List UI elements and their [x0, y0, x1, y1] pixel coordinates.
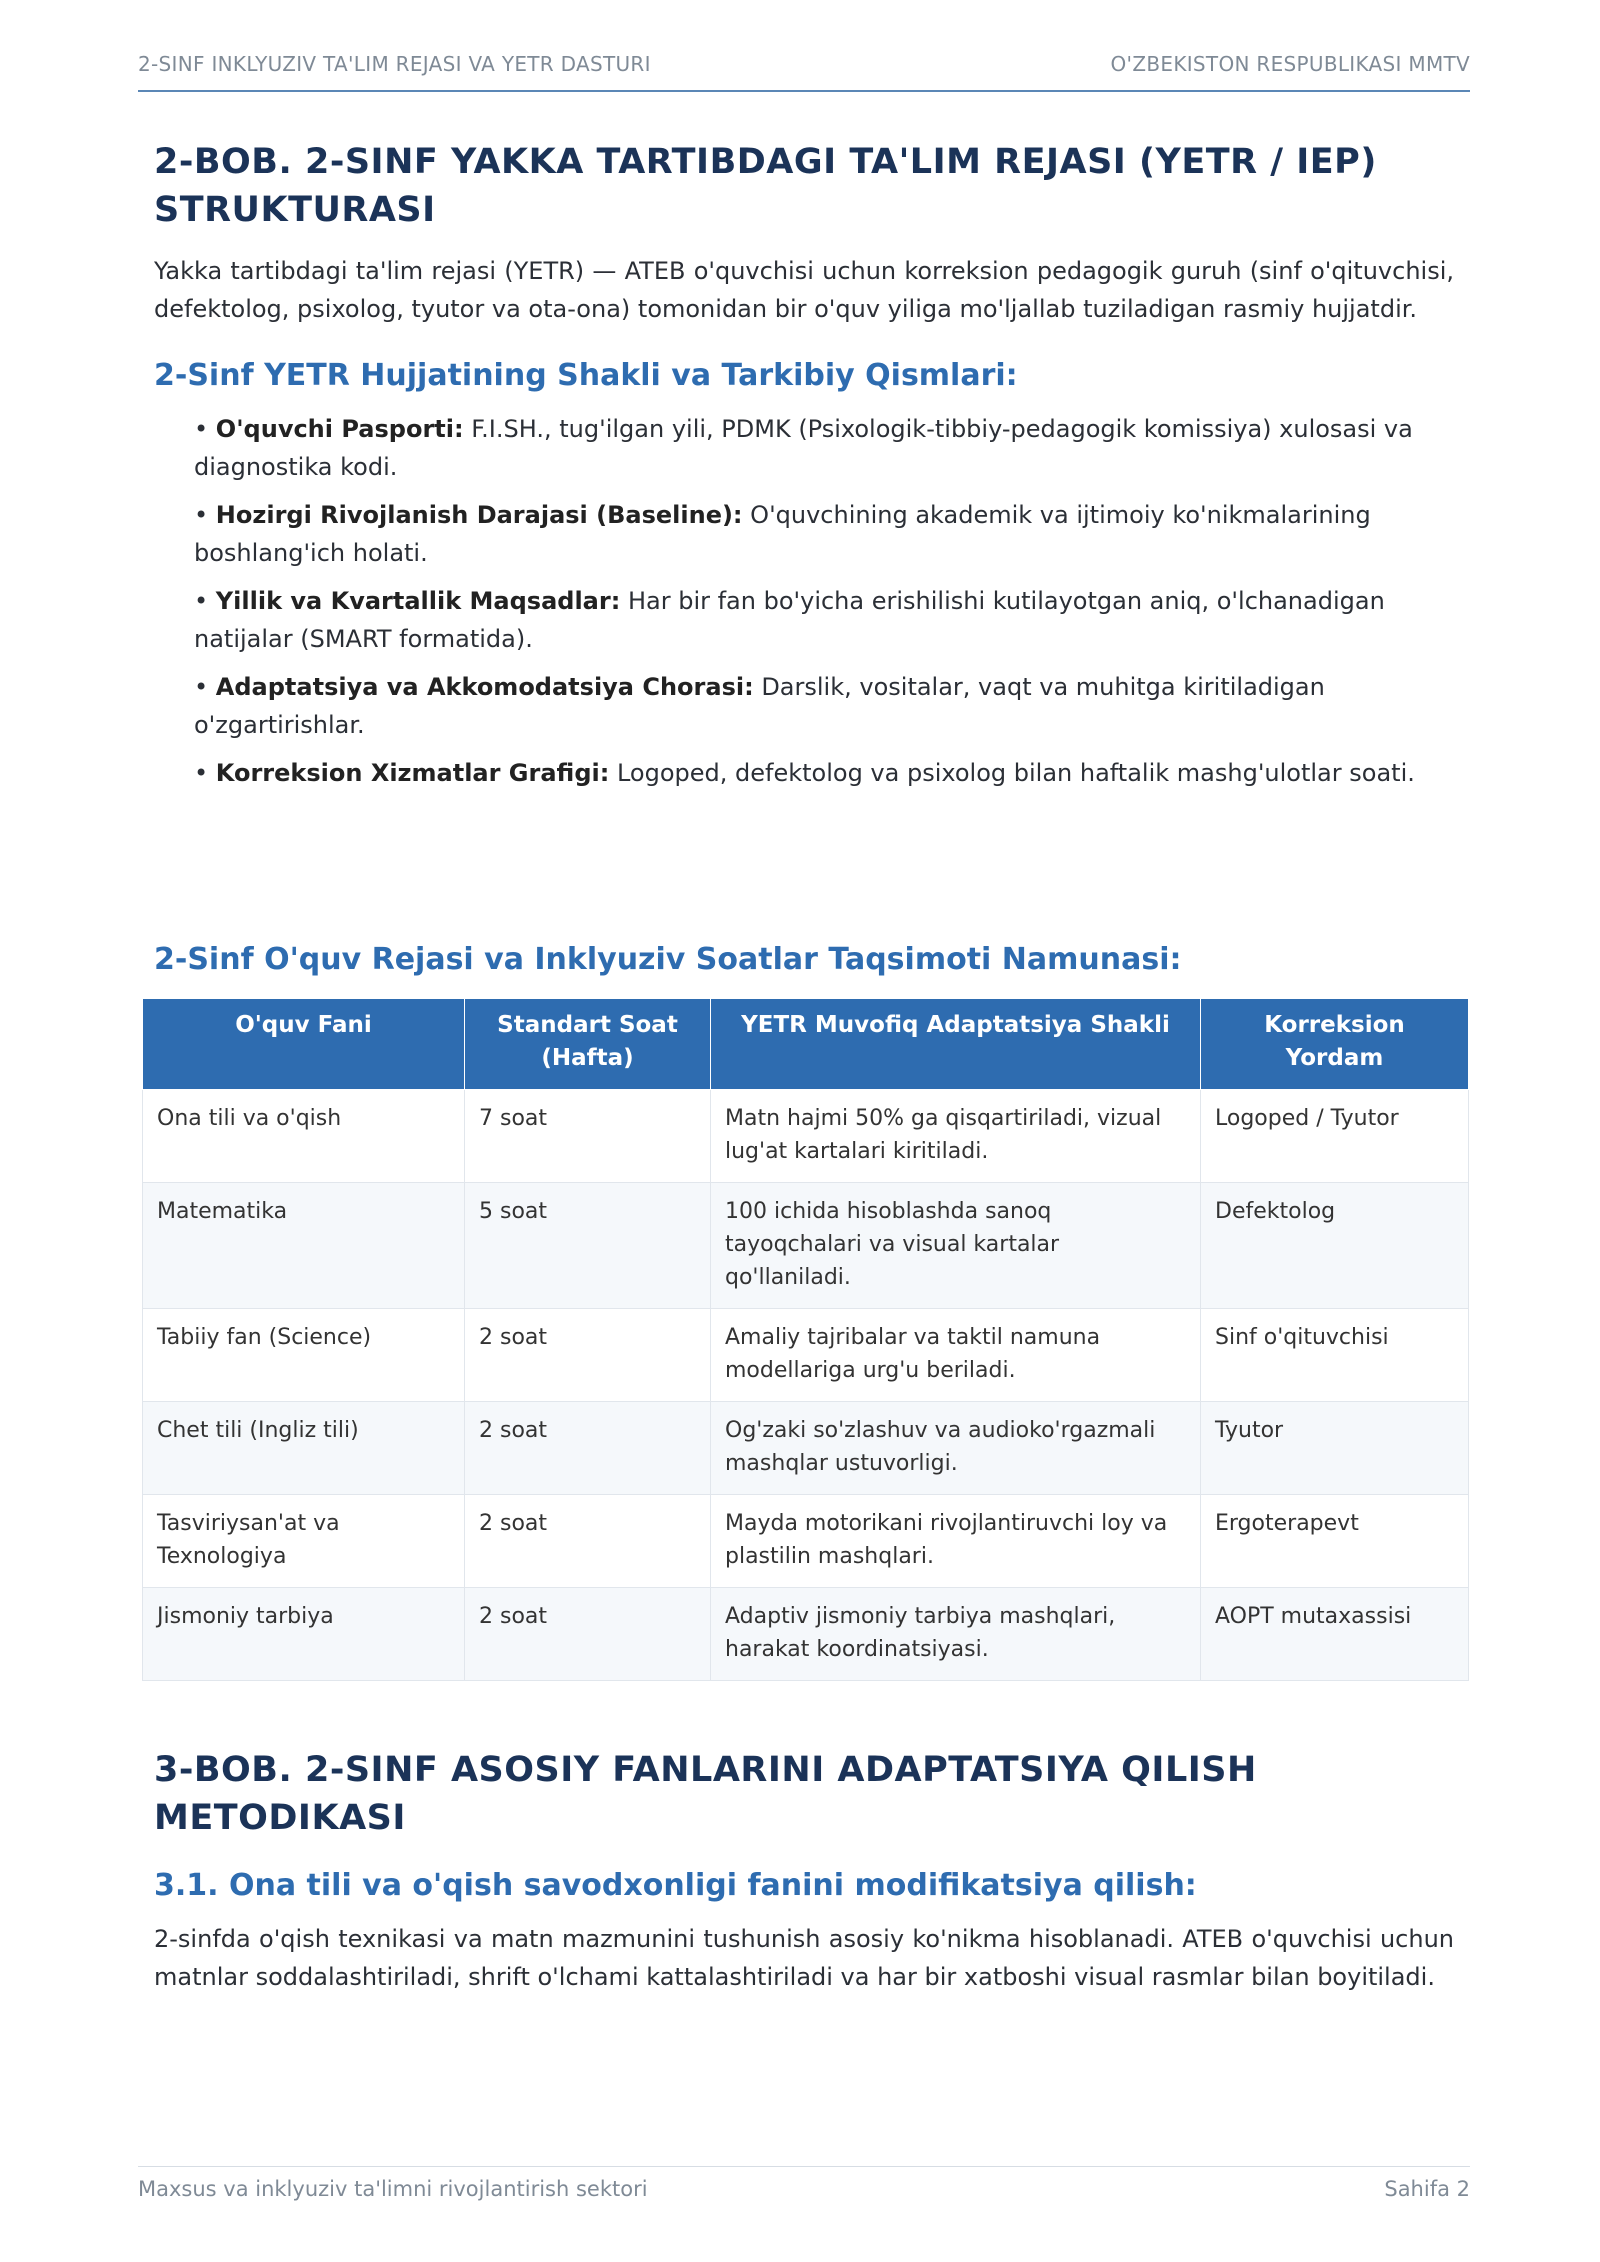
cell-hours: 5 soat [465, 1183, 711, 1309]
cell-adaptation: Matn hajmi 50% ga qisqartiriladi, vizual lug'at kartalari kiritiladi. [711, 1090, 1201, 1183]
section-3-1-paragraph: 2-sinfda o'qish texnikasi va matn mazmunini tushunish asosiy ko'nikma hisoblanadi. ATEB o'quvchisi uchun matnlar soddalashtiriladi, shrift o'lchami kattalashtiriladi va har bir xatboshi visual rasmlar bilan boyitiladi. [154, 1925, 1454, 1991]
list-item-term: Hozirgi Rivojlanish Darajasi (Baseline): [215, 501, 743, 529]
list-item-term: Yillik va Kvartallik Maqsadlar: [215, 587, 621, 615]
page-content [154, 138, 1454, 802]
cell-adaptation: Amaliy tajribalar va taktil namuna modellariga urg'u beriladi. [711, 1309, 1201, 1402]
chapter-3-title-line-2: METODIKASI [154, 1798, 406, 1838]
chapter-2-title-line-1: 2-BOB. 2-SINF YAKKA TARTIBDAGI TA'LIM REJASI (YETR / IEP) [154, 142, 1377, 182]
cell-subject: Chet tili (Ingliz tili) [143, 1402, 465, 1495]
cell-adaptation: Og'zaki so'zlashuv va audioko'rgazmali mashqlar ustuvorligi. [711, 1402, 1201, 1495]
footer-sector-name: Maxsus va inklyuziv ta'limni rivojlantirish sektori [138, 2177, 648, 2201]
curriculum-table [142, 998, 1469, 1681]
parts-heading: 2-Sinf YETR Hujjatining Shakli va Tarkibiy Qismlari: [154, 358, 1018, 393]
list-item-text: O'quvchining akademik va ijtimoiy ko'nikmalarining boshlang'ich holati. [194, 501, 1371, 567]
cell-support: AOPT mutaxassisi [1201, 1588, 1469, 1681]
chapter-3-title-line-1: 3-BOB. 2-SINF ASOSIY FANLARINI ADAPTATSIYA QILISH [154, 1750, 1257, 1790]
table-header-row [143, 999, 1469, 1090]
cell-subject: Jismoniy tarbiya [143, 1588, 465, 1681]
list-item-text: F.I.SH., tug'ilgan yili, PDMK (Psixologik-tibbiy-pedagogik komissiya) xulosasi va diagnostika kodi. [194, 415, 1413, 481]
list-item-text: Logoped, defektolog va psixolog bilan haftalik mashg'ulotlar soati. [616, 759, 1415, 787]
cell-hours: 2 soat [465, 1495, 711, 1588]
section-3-1-heading: 3.1. Ona tili va o'qish savodxonligi fanini modifikatsiya qilish: [154, 1868, 1197, 1903]
cell-hours: 2 soat [465, 1402, 711, 1495]
column-header-hours: Standart Soat (Hafta) [465, 999, 711, 1090]
list-item: • Hozirgi Rivojlanish Darajasi (Baseline): O'quvchining akademik va ijtimoiy ko'nikmalarining boshlang'ich holati. [194, 501, 1371, 567]
cell-adaptation: 100 ichida hisoblashda sanoq tayoqchalari va visual kartalar qo'llaniladi. [711, 1183, 1201, 1309]
chapter-2-title-line-2: STRUKTURASI [154, 190, 436, 230]
list-item-term: O'quvchi Pasporti: [215, 415, 464, 443]
cell-adaptation: Adaptiv jismoniy tarbiya mashqlari, harakat koordinatsiyasi. [711, 1588, 1201, 1681]
page-header [138, 52, 1470, 92]
list-item: • Yillik va Kvartallik Maqsadlar: Har bir fan bo'yicha erishilishi kutilayotgan aniq, o'lchanadigan natijalar (SMART formatida). [194, 587, 1385, 653]
list-item-term: Adaptatsiya va Akkomodatsiya Chorasi: [215, 673, 754, 701]
table-row [143, 1588, 1469, 1681]
cell-support: Defektolog [1201, 1183, 1469, 1309]
chapter-3 [154, 1746, 1454, 1996]
header-document-title: 2-SINF INKLYUZIV TA'LIM REJASI VA YETR DASTURI [138, 52, 651, 76]
cell-subject: Matematika [143, 1183, 465, 1309]
cell-hours: 2 soat [465, 1588, 711, 1681]
table-heading: 2-Sinf O'quv Rejasi va Inklyuziv Soatlar Taqsimoti Namunasi: [154, 942, 1182, 977]
table-row [143, 1402, 1469, 1495]
parts-list [154, 410, 1454, 792]
cell-support: Sinf o'qituvchisi [1201, 1309, 1469, 1402]
cell-hours: 7 soat [465, 1090, 711, 1183]
chapter-3-title [154, 1746, 1454, 1842]
cell-subject: Tabiiy fan (Science) [143, 1309, 465, 1402]
column-header-subject: O'quv Fani [143, 999, 465, 1090]
list-item: • O'quvchi Pasporti: F.I.SH., tug'ilgan yili, PDMK (Psixologik-tibbiy-pedagogik komissiya) xulosasi va diagnostika kodi. [194, 415, 1413, 481]
list-item-term: Korreksion Xizmatlar Grafigi: [215, 759, 610, 787]
table-row [143, 1183, 1469, 1309]
page-number: Sahifa 2 [1384, 2177, 1470, 2201]
cell-support: Tyutor [1201, 1402, 1469, 1495]
cell-subject: Ona tili va o'qish [143, 1090, 465, 1183]
cell-support: Ergoterapevt [1201, 1495, 1469, 1588]
table-row [143, 1495, 1469, 1588]
column-header-support: Korreksion Yordam [1201, 999, 1469, 1090]
chapter-2-intro: Yakka tartibdagi ta'lim rejasi (YETR) — ATEB o'quvchisi uchun korreksion pedagogik guruh (sinf o'qituvchisi, defektolog, psixolog, tyutor va ota-ona) tomonidan bir o'quv yiliga mo'ljallab tuziladigan rasmiy hujjatdir. [154, 257, 1454, 323]
chapter-2-title [154, 138, 1454, 234]
list-item: • Adaptatsiya va Akkomodatsiya Chorasi: Darslik, vositalar, vaqt va muhitga kiritiladigan o'zgartirishlar. [194, 673, 1325, 739]
cell-support: Logoped / Tyutor [1201, 1090, 1469, 1183]
cell-adaptation: Mayda motorikani rivojlantiruvchi loy va plastilin mashqlari. [711, 1495, 1201, 1588]
table-row [143, 1090, 1469, 1183]
header-organization: O'ZBEKISTON RESPUBLIKASI MMTV [1110, 52, 1470, 76]
cell-hours: 2 soat [465, 1309, 711, 1402]
list-item-text: Darslik, vositalar, vaqt va muhitga kiritiladigan o'zgartirishlar. [194, 673, 1325, 739]
list-item-text: Har bir fan bo'yicha erishilishi kutilayotgan aniq, o'lchanadigan natijalar (SMART formatida). [194, 587, 1385, 653]
list-item: • Korreksion Xizmatlar Grafigi: Logoped, defektolog va psixolog bilan haftalik mashg'ulotlar soati. [194, 759, 1415, 787]
page-footer [138, 2166, 1470, 2201]
table-row [143, 1309, 1469, 1402]
cell-subject: Tasviriysan'at va Texnologiya [143, 1495, 465, 1588]
column-header-adaptation: YETR Muvofiq Adaptatsiya Shakli [711, 999, 1201, 1090]
